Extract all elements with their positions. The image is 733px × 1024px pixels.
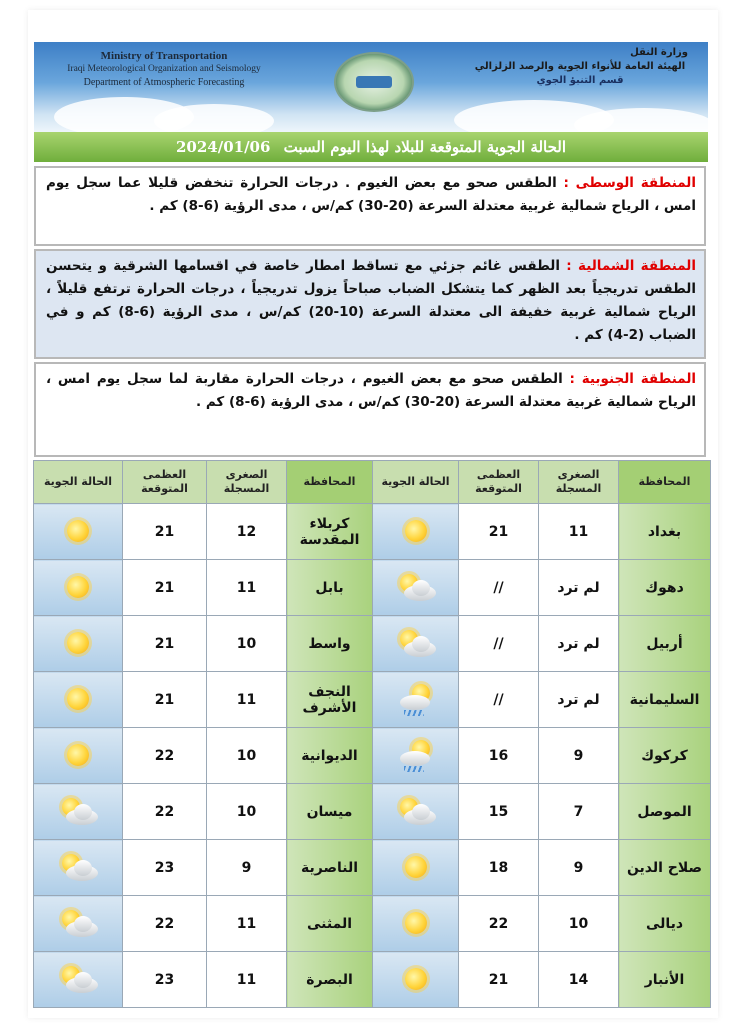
condition-cell (373, 896, 459, 952)
table-row (34, 840, 711, 896)
max-temp-cell: 21 (123, 560, 207, 616)
governorate-cell: كربلاء المقدسة (287, 504, 373, 560)
forecast-table (33, 460, 711, 1008)
sun-icon (394, 963, 438, 997)
header-banner (34, 42, 708, 132)
governorate-cell: ميسان (287, 784, 373, 840)
governorate-cell: الناصرية (287, 840, 373, 896)
region-north (34, 249, 706, 359)
condition-cell (34, 560, 123, 616)
max-temp-cell: 21 (459, 504, 539, 560)
organization-logo (334, 52, 414, 112)
sun-icon (56, 683, 100, 717)
header-min: الصغرى المسجلة (539, 461, 619, 504)
header-condition: الحالة الجوية (373, 461, 459, 504)
governorate-cell: النجف الأشرف (287, 672, 373, 728)
governorate-cell: دهوك (619, 560, 711, 616)
max-temp-cell: 18 (459, 840, 539, 896)
max-temp-cell: // (459, 616, 539, 672)
max-temp-cell: 21 (459, 952, 539, 1008)
condition-cell (34, 840, 123, 896)
cloud-sun-icon (56, 907, 100, 941)
governorate-cell: الموصل (619, 784, 711, 840)
region-label: المنطقة الشمالية : (566, 258, 696, 274)
max-temp-cell: 21 (123, 616, 207, 672)
region-south (34, 362, 706, 457)
sun-icon (56, 515, 100, 549)
sun-icon (56, 627, 100, 661)
min-temp-cell: 10 (207, 616, 287, 672)
cloud-sun-icon (56, 963, 100, 997)
min-temp-cell: 12 (207, 504, 287, 560)
rain-sun-icon (394, 683, 438, 717)
condition-cell (373, 504, 459, 560)
organization-name-ar: الهيئة العامة للأنواء الجوية والرصد الزلزالي (474, 61, 686, 72)
min-temp-cell: لم ترد (539, 672, 619, 728)
min-temp-cell: 10 (207, 784, 287, 840)
region-text: الطقس غائم جزئي مع تساقط امطار خاصة في اقسامها الشرقية و يتحسن الطقس تدريجياً بعد الظهر كما يتشكل الضباب صباحاً يزول تدريجياً ، درجات الحرارة ترتفع قليلاً ، الرياح شمالية غربية خفيفة الى معتدلة السرعة (10-20) كم/س ، مدى الرؤية (6-8) كم و في الضباب (2-4) كم . (46, 258, 696, 343)
min-temp-cell: 11 (207, 672, 287, 728)
min-temp-cell: لم ترد (539, 560, 619, 616)
table-row (34, 784, 711, 840)
max-temp-cell: 23 (123, 952, 207, 1008)
governorate-cell: البصرة (287, 952, 373, 1008)
condition-cell (373, 672, 459, 728)
table-row (34, 504, 711, 560)
min-temp-cell: 11 (207, 896, 287, 952)
title-text: الحالة الجوية المتوقعة للبلاد لهذا اليوم السبت (283, 138, 567, 156)
region-text: الطقس صحو مع بعض الغيوم ، درجات الحرارة مقاربة لما سجل يوم امس ، الرياح شمالية غربية معتدلة السرعة (20-30) كم/س ، مدى الرؤية (6-8) كم . (46, 371, 696, 410)
condition-cell (373, 952, 459, 1008)
governorate-cell: واسط (287, 616, 373, 672)
max-temp-cell: 22 (123, 896, 207, 952)
max-temp-cell: // (459, 672, 539, 728)
min-temp-cell: 9 (539, 728, 619, 784)
sun-icon (56, 571, 100, 605)
governorate-cell: المثنى (287, 896, 373, 952)
region-label: المنطقة الجنوبية : (569, 371, 697, 387)
max-temp-cell: 22 (123, 728, 207, 784)
condition-cell (34, 672, 123, 728)
max-temp-cell: // (459, 560, 539, 616)
department-name-ar: قسم التنبؤ الجوي (536, 75, 624, 86)
sun-icon (394, 851, 438, 885)
header-max: العظمى المتوقعة (123, 461, 207, 504)
condition-cell (34, 952, 123, 1008)
max-temp-cell: 15 (459, 784, 539, 840)
cloud-sun-icon (394, 795, 438, 829)
min-temp-cell: 11 (207, 560, 287, 616)
min-temp-cell: 11 (539, 504, 619, 560)
region-label: المنطقة الوسطى : (563, 175, 697, 191)
max-temp-cell: 23 (123, 840, 207, 896)
table-row (34, 728, 711, 784)
condition-cell (373, 616, 459, 672)
condition-cell (34, 728, 123, 784)
table-header-row (34, 461, 711, 504)
governorate-cell: الديوانية (287, 728, 373, 784)
governorate-cell: صلاح الدين (619, 840, 711, 896)
max-temp-cell: 21 (123, 672, 207, 728)
min-temp-cell: 14 (539, 952, 619, 1008)
max-temp-cell: 16 (459, 728, 539, 784)
header-governorate: المحافظة (619, 461, 711, 504)
table-row (34, 952, 711, 1008)
max-temp-cell: 21 (123, 504, 207, 560)
condition-cell (373, 840, 459, 896)
governorate-cell: بابل (287, 560, 373, 616)
governorate-cell: أربيل (619, 616, 711, 672)
header-english (34, 42, 294, 89)
min-temp-cell: 7 (539, 784, 619, 840)
page-title (34, 132, 708, 162)
governorate-cell: ديالى (619, 896, 711, 952)
sun-icon (394, 907, 438, 941)
title-date: 2024/01/06 (175, 138, 271, 156)
max-temp-cell: 22 (123, 784, 207, 840)
governorate-cell: الأنبار (619, 952, 711, 1008)
min-temp-cell: 10 (539, 896, 619, 952)
condition-cell (373, 560, 459, 616)
header-arabic (460, 46, 700, 88)
condition-cell (34, 504, 123, 560)
region-text: الطقس صحو مع بعض الغيوم . درجات الحرارة تنخفض قليلا عما سجل يوم امس ، الرياح شمالية غربية معتدلة السرعة (20-30) كم/س ، مدى الرؤية (6-8) كم . (46, 175, 696, 214)
header-max: العظمى المتوقعة (459, 461, 539, 504)
governorate-cell: بغداد (619, 504, 711, 560)
department-name-en: Department of Atmospheric Forecasting (83, 77, 245, 88)
rain-sun-icon (394, 739, 438, 773)
header-min: الصغرى المسجلة (207, 461, 287, 504)
ministry-name-ar: وزارة النقل (630, 47, 688, 58)
cloud-sun-icon (394, 571, 438, 605)
cloud-sun-icon (56, 795, 100, 829)
header-condition: الحالة الجوية (34, 461, 123, 504)
condition-cell (34, 784, 123, 840)
ministry-name-en: Ministry of Transportation (100, 50, 228, 62)
condition-cell (373, 728, 459, 784)
governorate-cell: كركوك (619, 728, 711, 784)
sun-icon (56, 739, 100, 773)
table-row (34, 672, 711, 728)
min-temp-cell: 9 (207, 840, 287, 896)
min-temp-cell: 10 (207, 728, 287, 784)
min-temp-cell: 11 (207, 952, 287, 1008)
min-temp-cell: لم ترد (539, 616, 619, 672)
max-temp-cell: 22 (459, 896, 539, 952)
condition-cell (34, 616, 123, 672)
cloud-sun-icon (394, 627, 438, 661)
table-row (34, 560, 711, 616)
region-central (34, 166, 706, 246)
table-row (34, 896, 711, 952)
organization-name-en: Iraqi Meteorological Organization and Seismology (67, 64, 261, 74)
header-governorate: المحافظة (287, 461, 373, 504)
cloud-sun-icon (56, 851, 100, 885)
table-row (34, 616, 711, 672)
condition-cell (34, 896, 123, 952)
condition-cell (373, 784, 459, 840)
sun-icon (394, 515, 438, 549)
min-temp-cell: 9 (539, 840, 619, 896)
governorate-cell: السليمانية (619, 672, 711, 728)
